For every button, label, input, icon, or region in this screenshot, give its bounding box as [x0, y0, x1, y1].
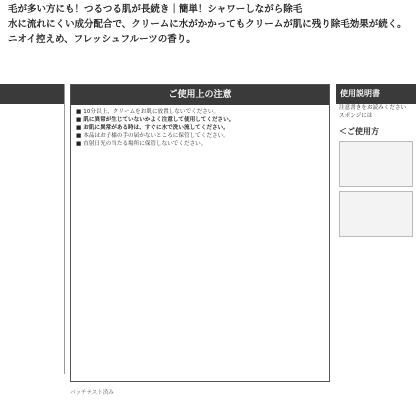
usage-illustration [339, 141, 413, 187]
caution-box [70, 84, 330, 382]
usage-line: スポンジには [339, 113, 373, 119]
caution-title: ご使用上の注意 [71, 85, 329, 105]
usage-subtitle: ＜ご使用方 [339, 127, 379, 136]
caution-item: ■ 10分以上、クリームをお肌に放置しないでください。 [76, 108, 324, 116]
usage-title: 使用説明書 [336, 84, 416, 104]
caution-item: ■ 直射日光の当たる場所に保管しないでください。 [76, 140, 324, 148]
header [8, 2, 408, 47]
left-panel-band [0, 84, 64, 104]
header-line-3: ニオイ控えめ、フレッシュフルーツの香り。 [8, 34, 196, 45]
caution-item: ■ お肌に異常がある時は、すぐに水で洗い流してください。 [76, 124, 324, 132]
caution-item: ■ 肌に異常が生じていないかよく注意して使用してください。 [76, 116, 324, 124]
header-line-1: 毛が多い方にも！つるつる肌が長続き｜簡単！シャワーしながら除毛 [8, 4, 303, 15]
usage-line: 注意書きをお読みください [339, 105, 407, 111]
footer-note: パッチテスト済み [70, 390, 114, 396]
caution-item: ■ 本品はお子様の手の届かないところに保管してください。 [76, 132, 324, 140]
usage-illustration [339, 191, 413, 237]
usage-panel [336, 84, 416, 380]
caution-list [71, 105, 329, 151]
header-line-2: 水に流れにくい成分配合で、クリームに水がかかってもクリームが肌に残り除毛効果が続く。 [8, 19, 407, 30]
left-panel [0, 84, 65, 374]
